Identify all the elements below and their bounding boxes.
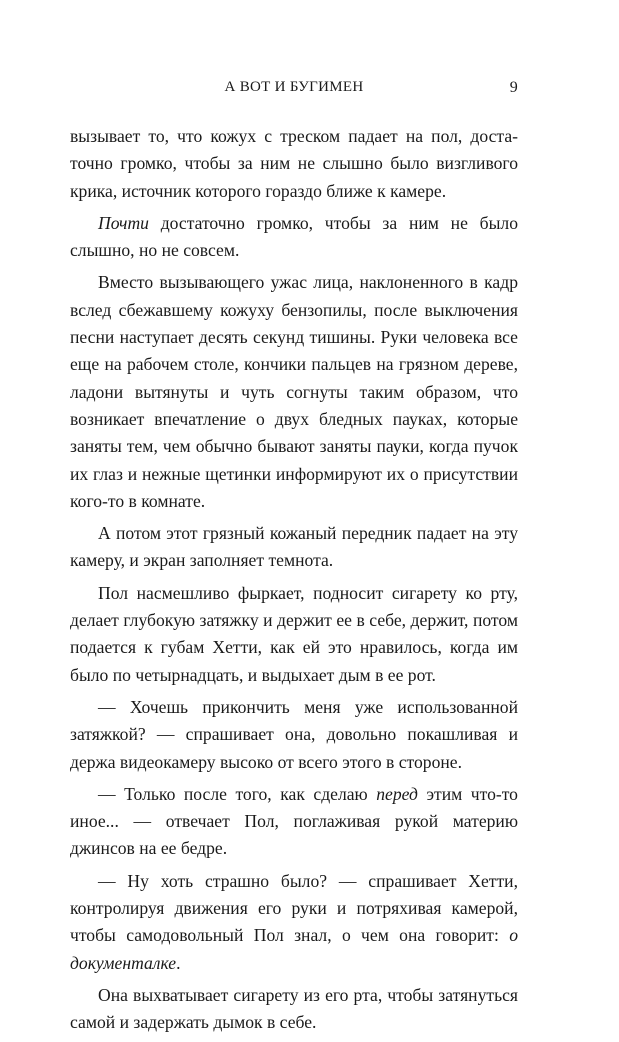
page-number: 9 [509, 79, 518, 96]
paragraph-4 [70, 520, 518, 575]
paragraph-4-text: А потом этот грязный кожаный передник падает на эту камеру, и экран заполняет темнота. [70, 523, 518, 571]
paragraph-8 [70, 868, 518, 977]
paragraph-5-text: Пол насмешливо фыркает, подносит сигарету ко рту, делает глубокую затяжку и держит ее в себе, держит, потом подается к губам Хетти, как ей это нравилось, когда им было по четырнадцать, и выдыхает дым в ее рот. [70, 582, 518, 685]
paragraph-7 [70, 781, 518, 863]
running-header [70, 79, 518, 103]
chapter-title: А ВОТ И БУГИМЕН [224, 79, 364, 95]
paragraph-2-text: достаточно громко, чтобы за ним не было слышно, но не совсем. [70, 212, 518, 261]
paragraph-7-emphasis: перед [376, 783, 418, 804]
paragraph-5 [70, 580, 518, 689]
paragraph-6 [70, 694, 518, 776]
paragraph-8-text-before: — Ну хоть страшно было? — спрашивает Хетти, контролируя движения его руки и потряхивая камерой, чтобы самодовольный Пол знал, о чем она говорит: [70, 870, 518, 946]
paragraph-6-text: — Хочешь прикончить меня уже использованной затяжкой? — спрашивает она, довольно покашливая и держа видеокамеру высоко от всего этого в стороне. [70, 696, 518, 772]
paragraph-8-text-after: . [176, 952, 181, 973]
paragraph-7-text-before: — Только после того, как сделаю [98, 783, 377, 804]
paragraph-3 [70, 269, 518, 515]
paragraph-2-emphasis: Почти [98, 212, 149, 233]
paragraph-7-text-after: этим что-то иное... — отвечает Пол, поглаживая рукой материю джинсов на ее бедре. [70, 783, 518, 859]
paragraph-8-emphasis: о документалке [70, 925, 518, 973]
paragraph-2 [70, 210, 518, 265]
paragraph-3-text: Вместо вызывающего ужас лица, наклоненного в кадр вслед сбежавшему кожуху бензопилы, после выключения песни наступает десять секунд тишины. Руки человека все еще на рабочем столе, кончики пальцев на грязном дереве, ладони вытянуты и чуть согнуты таким образом, что возникает впечатление о двух бледных пауках, которые заняты тем, чем обычно бывают заняты пауки, когда пучок их глаз и нежные щетинки информируют их о присутствии кого-то в комнате. [70, 272, 518, 511]
paragraph-1-text: вызывает то, что кожух с треском падает на пол, достаточно громко, чтобы за ним не слышно было визгливого крика, источник которого гораздо ближе к камере. [70, 126, 518, 201]
body-text [70, 123, 518, 1042]
paragraph-9-text: Она выхватывает сигарету из его рта, чтобы затянуться самой и задержать дымок в себе. [70, 984, 518, 1033]
paragraph-9 [70, 982, 518, 1037]
paragraph-1 [70, 123, 518, 205]
